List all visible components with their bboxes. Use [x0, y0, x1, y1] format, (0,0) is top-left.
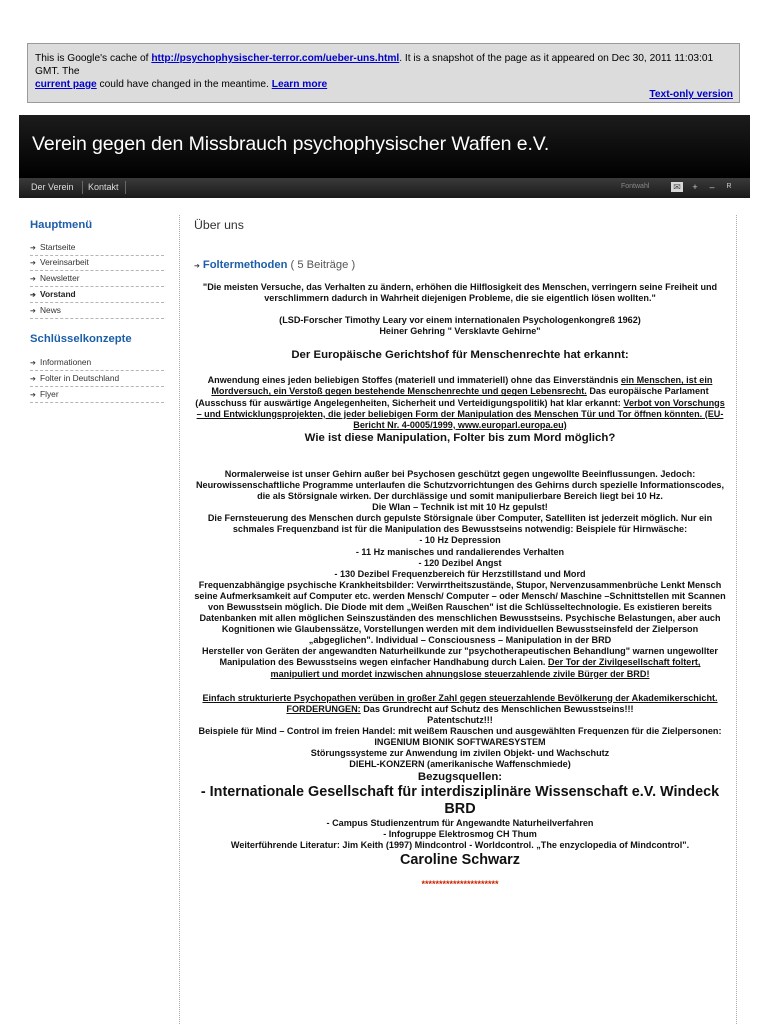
quote: "Die meisten Versuche, das Verhalten zu ändern, erhöhen die Hilflosigkeit des Menschen, verringern seine Freiheit und verschlimmern dadurch in Wahrheit diejenigen Probleme, die sie eigentlich lösen wollten.": [202, 282, 718, 304]
paragraph-remote: Die Fernsteuerung des Menschen durch gepulste Störsignale über Computer, Satelliten ist jederzeit möglich. Nur ein schmales Frequenzband ist für die Manipulation des Bewusstseins notwendig: Beispiele für Hirnwäsche:: [207, 513, 713, 535]
frequency-list-item: - 130 Dezibel Frequenzbereich für Herzstillstand und Mord: [334, 568, 586, 579]
sidebar-item-informationen[interactable]: ➔ Informationen: [30, 356, 164, 371]
arrow-right-icon: ➔: [30, 376, 36, 383]
arrow-right-icon: ➔: [30, 276, 36, 283]
email-icon[interactable]: ✉: [671, 182, 683, 192]
nav-divider: [82, 181, 83, 194]
sidebar-item-vorstand[interactable]: ➔ Vorstand: [30, 288, 164, 303]
paragraph-manufacturers: Hersteller von Geräten der angewandten Naturheilkunde zur "psychotherapeutischen Behandlung" warnen ungewollter Manipulation des Bewusstseins wegen einfacher Handhabung durch Laien. Der Tor der Zivilgesellschaft foltert, manipuliert und mordet inzwischen ahnungslose steuerzahlende zivile Bürger der BRD!: [202, 646, 718, 679]
stars-divider: **********************: [421, 878, 499, 889]
arrow-right-icon: ➔: [30, 292, 36, 299]
nav-item-der-verein[interactable]: Der Verein: [31, 182, 74, 192]
arrow-right-icon: ➔: [30, 360, 36, 367]
key-concepts-title: Schlüsselkonzepte: [30, 333, 132, 345]
font-decrease-icon[interactable]: –: [709, 182, 715, 192]
campus-line: - Campus Studienzentrum für Angewandte Naturheilverfahren: [326, 818, 594, 829]
frequency-list-item: - 11 Hz manisches und randalierendes Verhalten: [355, 546, 565, 557]
text-only-version-link[interactable]: Text-only version: [649, 89, 733, 100]
psychopaths-line: Einfach strukturierte Psychopathen verüben in großer Zahl gegen steuerzahlende Bevölkerung der Akademikerschicht.: [202, 692, 718, 703]
arrow-right-icon: ➔: [30, 308, 36, 315]
arrow-right-icon: ➔: [30, 260, 36, 267]
site-title[interactable]: Verein gegen den Missbrauch psychophysischer Waffen e.V.: [32, 133, 550, 155]
infogroup-line: - Infogruppe Elektrosmog CH Thum: [383, 829, 537, 840]
court-heading: Der Europäische Gerichtshof für Menschenrechte hat erkannt:: [291, 349, 629, 362]
site-header: [19, 115, 750, 178]
author-name: Caroline Schwarz: [400, 851, 520, 868]
quote-source-2: Heiner Gehring " Versklavte Gehirne": [379, 326, 541, 337]
systems-line: Störungssysteme zur Anwendung im zivilen Objekt- und Wachschutz: [310, 748, 610, 759]
question-heading: Wie ist diese Manipulation, Folter bis zum Mord möglich?: [304, 431, 616, 444]
sidebar-item-vereinsarbeit[interactable]: ➔ Vereinsarbeit: [30, 256, 164, 271]
section-link[interactable]: [194, 259, 355, 271]
nav-item-kontakt[interactable]: Kontakt: [88, 182, 119, 192]
wlan-line: Die Wlan – Technik ist mit 10 Hz gepulst!: [372, 502, 548, 513]
font-size-label: Fontwahl: [621, 183, 650, 190]
frequency-list-item: - 10 Hz Depression: [419, 535, 501, 546]
paragraph-normal: Normalerweise ist unser Gehirn außer bei Psychosen geschützt gegen ungewollte Beeinflussungen. Jedoch: Neurowissenschaftliche Programme unterlaufen die Schutzvorrichtungen des Gehirns durch spezielle Informationscodes, die als Störsignale wirken. Der durchlässige und somit manipulierbare Bereich liegt bei 10 Hz.: [195, 468, 725, 502]
nav-divider: [125, 181, 126, 194]
column-divider: [736, 215, 737, 1024]
literature-line: Weiterführende Literatur: Jim Keith (1997) Mindcontrol - Worldcontrol. „The enzyclopedia of Mindcontrol".: [230, 840, 690, 851]
diehl-line: DIEHL-KONZERN (amerikanische Waffenschmiede): [349, 759, 571, 770]
demands-line: FORDERUNGEN: Das Grundrecht auf Schutz des Menschlichen Bewusstseins!!!: [286, 703, 634, 714]
sources-label: Bezugsquellen:: [417, 771, 503, 784]
arrow-right-icon: ➔: [30, 245, 36, 252]
post-count: ( 5 Beiträge ): [290, 259, 356, 271]
column-divider: [179, 215, 180, 1024]
sidebar-item-flyer[interactable]: ➔ Flyer: [30, 388, 164, 403]
court-paragraph: Anwendung eines jeden beliebigen Stoffes (materiell und immateriell) ohne das Einverständnis ein Menschen, ist ein Mordversuch, ein Verstoß gegen bestehende Menschenrechte und gegen Lebensrecht. Das europäische Parlament (Ausschuss für auswärtige Angelegenheiten, Sicherheit und Verteidigungspolitik) hat klar erkannt: Verbot von Vorschungs – und Entwicklungsprojekten, die jeder beliebigen Form der Manipulation des Menschen Tür und Tor öffnen könnten. (EU-Bericht Nr. 4-0005/1999, www.europarl.europa.eu): [195, 375, 725, 430]
learn-more-link[interactable]: Learn more: [271, 79, 328, 90]
font-increase-icon[interactable]: +: [692, 182, 698, 192]
cache-banner: [27, 43, 740, 103]
sidebar-item-news[interactable]: ➔ News: [30, 304, 164, 319]
sidebar-item-folter-in-deutschland[interactable]: ➔ Folter in Deutschland: [30, 372, 164, 387]
main-menu-title: Hauptmenü: [30, 219, 93, 231]
font-reset-icon[interactable]: R: [726, 183, 732, 190]
arrow-right-icon: ➔: [30, 392, 36, 399]
article-body: [194, 282, 726, 890]
sidebar-item-startseite[interactable]: ➔ Startseite: [30, 241, 164, 256]
current-page-link[interactable]: current page: [35, 79, 97, 90]
paragraph-illnesses: Frequenzabhängige psychische Krankheitsbilder: Verwirrtheitszustände, Stupor, Nervenzusammenbrüche Lenkt Mensch seine Aufmerksamkeit auf Computer etc. werden Mensch/ Computer – oder Mensch/ Maschine –Schnittstellen mit Scannen von Bewusstsein möglich. Die Diode mit dem „Weißen Rauschen" ist die Schlüsseltechnologie. Es existieren bereits Datenbanken mit allen möglichen Seinszuständen des menschlichen Bewusstseins. Psychische Belastungen, aber auch Kognitionen wie Glaubenssätze, Vorstellungen werden mit dem individuellen Bewusstseinsfeld der Zielperson „abgeglichen". Individual – Consciousness – Manipulation in der BRD: [194, 579, 726, 646]
foltermethoden-link[interactable]: Foltermethoden: [202, 259, 288, 271]
patent-line: Patentschutz!!!: [427, 714, 493, 725]
page-title: Über uns: [194, 218, 244, 232]
cache-notice: This is Google's cache of http://psychophysischer-terror.com/ueber-uns.html. It is a snapshot of the page as it appeared on Dec 30, 2011 11:03:01 GMT. The current page could have changed in the meantime. Learn more: [35, 53, 714, 90]
society-line: - Internationale Gesellschaft für interdisziplinäre Wissenschaft e.V. Windeck BRD: [200, 784, 720, 818]
arrow-right-icon: ➔: [194, 263, 200, 270]
nav-bar: [19, 178, 750, 198]
quote-source: (LSD-Forscher Timothy Leary vor einem internationalen Psychologenkongreß 1962): [279, 315, 641, 326]
examples-line: Beispiele für Mind – Control im freien Handel: mit weißem Rauschen und ausgewählten Frequenzen für die Zielpersonen: INGENIUM BIONIK SOFTWARESYSTEM: [198, 725, 722, 747]
sidebar-item-newsletter[interactable]: ➔ Newsletter: [30, 272, 164, 287]
cached-url-link[interactable]: http://psychophysischer-terror.com/ueber-uns.html: [151, 53, 400, 64]
frequency-list-item: - 120 Dezibel Angst: [418, 557, 502, 568]
